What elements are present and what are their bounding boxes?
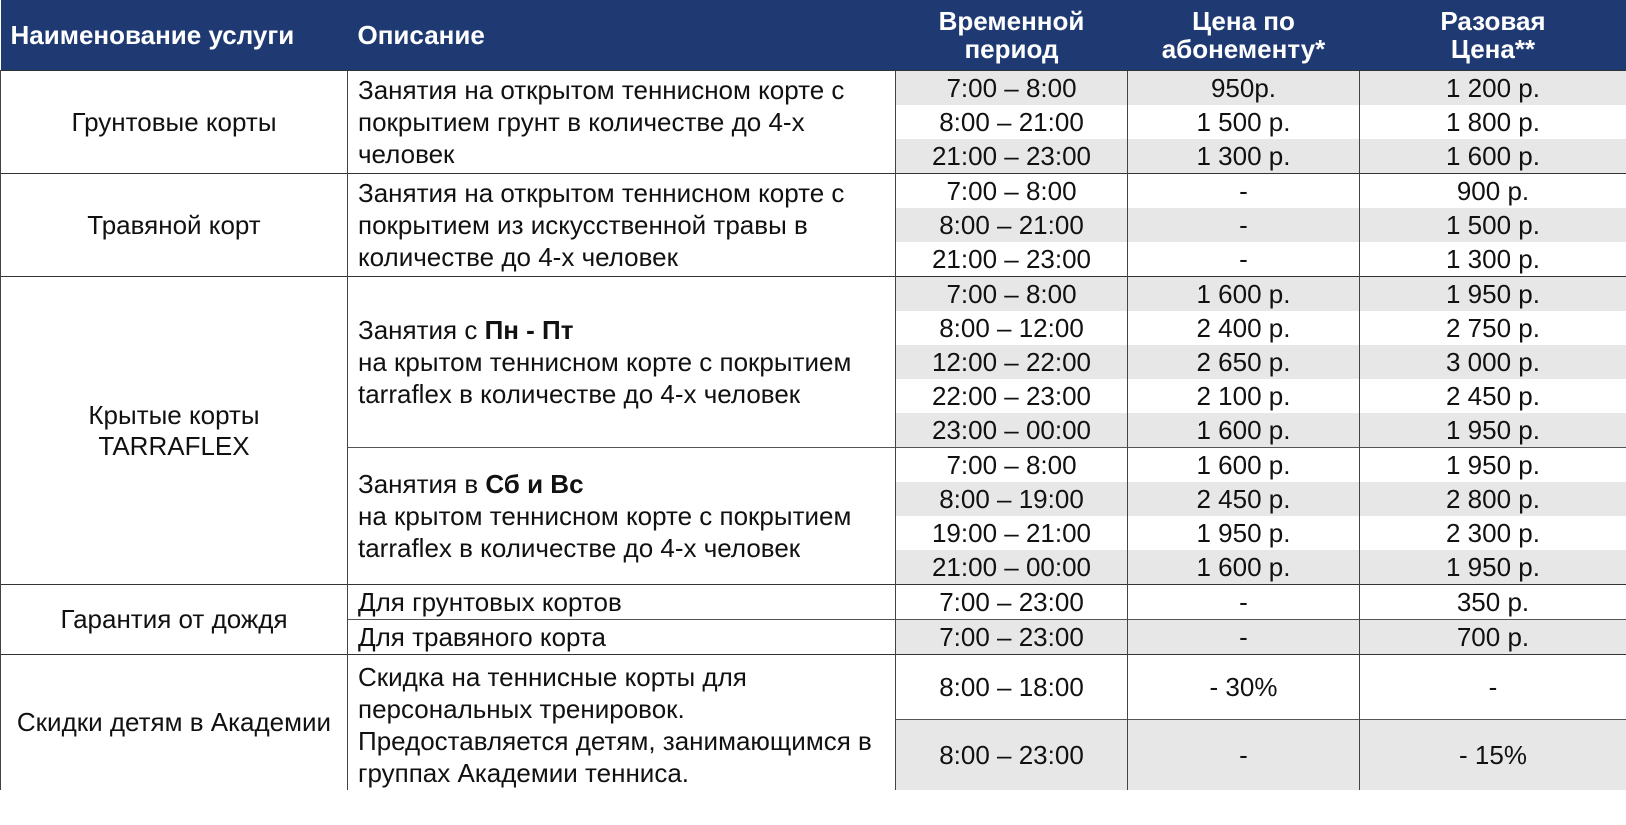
- single-price-cell: 2 750 р.: [1360, 311, 1626, 345]
- single-price-cell: 1 300 р.: [1360, 242, 1626, 277]
- desc-line: Занятия в: [358, 469, 486, 499]
- header-subscription-price: [1128, 0, 1360, 71]
- header-once-line1: Разовая: [1440, 6, 1546, 36]
- subscription-price-cell: 1 600 р.: [1128, 550, 1360, 585]
- header-single-price: [1360, 0, 1626, 71]
- single-price-cell: - 15%: [1360, 720, 1626, 791]
- single-price-cell: 1 950 р.: [1360, 550, 1626, 585]
- desc-line: группах Академии тенниса.: [358, 758, 690, 788]
- service-name-grass: Травяной корт: [1, 174, 348, 277]
- period-cell: 7:00 – 8:00: [896, 174, 1128, 209]
- subscription-price-cell: - 30%: [1128, 655, 1360, 720]
- subscription-price-cell: -: [1128, 585, 1360, 620]
- single-price-cell: 1 600 р.: [1360, 139, 1626, 174]
- header-once-line2: Цена**: [1450, 34, 1536, 64]
- period-cell: 8:00 – 19:00: [896, 482, 1128, 516]
- service-name-clay: Грунтовые корты: [1, 71, 348, 174]
- single-price-cell: 1 200 р.: [1360, 71, 1626, 106]
- service-name-kids: Скидки детям в Академии: [1, 655, 348, 791]
- single-price-cell: 2 450 р.: [1360, 379, 1626, 413]
- period-cell: 22:00 – 23:00: [896, 379, 1128, 413]
- single-price-cell: 1 950 р.: [1360, 413, 1626, 448]
- desc-line: человек: [358, 139, 455, 169]
- header-sub-line1: Цена по: [1192, 6, 1295, 36]
- description-indoor-weekday: [348, 277, 896, 448]
- period-cell: 19:00 – 21:00: [896, 516, 1128, 550]
- header-sub-line2: абонементу*: [1161, 34, 1326, 64]
- description-rain-grass: Для травяного корта: [348, 620, 896, 655]
- desc-line: Скидка на теннисные корты для: [358, 662, 747, 692]
- period-cell: 7:00 – 8:00: [896, 71, 1128, 106]
- single-price-cell: 2 800 р.: [1360, 482, 1626, 516]
- service-name-line: Крытые корты: [88, 399, 260, 430]
- table-row: [1, 174, 1626, 209]
- desc-line: на крытом теннисном корте с покрытием: [358, 347, 852, 377]
- single-price-cell: 350 р.: [1360, 585, 1626, 620]
- subscription-price-cell: 1 600 р.: [1128, 413, 1360, 448]
- desc-line: покрытием грунт в количестве до 4-х: [358, 107, 805, 137]
- single-price-cell: 2 300 р.: [1360, 516, 1626, 550]
- description-clay: [348, 71, 896, 174]
- header-period-line1: Временной: [938, 6, 1085, 36]
- single-price-cell: 1 800 р.: [1360, 105, 1626, 139]
- period-cell: 8:00 – 23:00: [896, 720, 1128, 791]
- period-cell: 8:00 – 12:00: [896, 311, 1128, 345]
- subscription-price-cell: -: [1128, 208, 1360, 242]
- period-cell: 12:00 – 22:00: [896, 345, 1128, 379]
- desc-line: Занятия на открытом теннисном корте с: [358, 75, 845, 105]
- description-grass: [348, 174, 896, 277]
- subscription-price-cell: 1 600 р.: [1128, 448, 1360, 483]
- desc-line: количестве до 4-х человек: [358, 242, 678, 272]
- subscription-price-cell: 2 650 р.: [1128, 345, 1360, 379]
- period-cell: 7:00 – 23:00: [896, 620, 1128, 655]
- single-price-cell: -: [1360, 655, 1626, 720]
- desc-line: персональных тренировок.: [358, 694, 685, 724]
- desc-days: Сб и Вс: [485, 469, 584, 499]
- single-price-cell: 900 р.: [1360, 174, 1626, 209]
- subscription-price-cell: 1 300 р.: [1128, 139, 1360, 174]
- subscription-price-cell: 2 450 р.: [1128, 482, 1360, 516]
- subscription-price-cell: -: [1128, 720, 1360, 791]
- header-description: Описание: [348, 0, 896, 71]
- description-rain-clay: Для грунтовых кортов: [348, 585, 896, 620]
- description-kids: [348, 655, 896, 791]
- period-cell: 7:00 – 8:00: [896, 277, 1128, 312]
- subscription-price-cell: -: [1128, 620, 1360, 655]
- period-cell: 8:00 – 21:00: [896, 105, 1128, 139]
- single-price-cell: 1 950 р.: [1360, 277, 1626, 312]
- desc-line: Занятия с: [358, 315, 485, 345]
- subscription-price-cell: 1 950 р.: [1128, 516, 1360, 550]
- period-cell: 21:00 – 23:00: [896, 242, 1128, 277]
- period-cell: 21:00 – 23:00: [896, 139, 1128, 174]
- table-row: [1, 655, 1626, 720]
- service-name-line: TARRAFLEX: [98, 430, 250, 461]
- header-period-line2: период: [964, 34, 1059, 64]
- desc-line: Предоставляется детям, занимающимся в: [358, 726, 872, 756]
- service-name-rain: Гарантия от дождя: [1, 585, 348, 655]
- header-row: [1, 0, 1626, 71]
- subscription-price-cell: 2 100 р.: [1128, 379, 1360, 413]
- desc-days: Пн - Пт: [484, 315, 574, 345]
- subscription-price-cell: 2 400 р.: [1128, 311, 1360, 345]
- period-cell: 21:00 – 00:00: [896, 550, 1128, 585]
- desc-line: на крытом теннисном корте с покрытием: [358, 501, 852, 531]
- header-service: Наименование услуги: [1, 0, 348, 71]
- subscription-price-cell: 1 600 р.: [1128, 277, 1360, 312]
- single-price-cell: 1 950 р.: [1360, 448, 1626, 483]
- desc-line: tarraflex в количестве до 4-х человек: [358, 379, 801, 409]
- subscription-price-cell: -: [1128, 242, 1360, 277]
- description-indoor-weekend: [348, 448, 896, 585]
- period-cell: 7:00 – 8:00: [896, 448, 1128, 483]
- header-period: [896, 0, 1128, 71]
- single-price-cell: 3 000 р.: [1360, 345, 1626, 379]
- subscription-price-cell: -: [1128, 174, 1360, 209]
- period-cell: 7:00 – 23:00: [896, 585, 1128, 620]
- table-row: [1, 277, 1626, 312]
- service-name-indoor: [1, 277, 348, 585]
- period-cell: 8:00 – 18:00: [896, 655, 1128, 720]
- single-price-cell: 1 500 р.: [1360, 208, 1626, 242]
- table-row: [1, 71, 1626, 106]
- single-price-cell: 700 р.: [1360, 620, 1626, 655]
- table-row: [1, 585, 1626, 620]
- desc-line: покрытием из искусственной травы в: [358, 210, 808, 240]
- desc-line: Занятия на открытом теннисном корте с: [358, 178, 845, 208]
- subscription-price-cell: 1 500 р.: [1128, 105, 1360, 139]
- desc-line: tarraflex в количестве до 4-х человек: [358, 533, 801, 563]
- subscription-price-cell: 950р.: [1128, 71, 1360, 106]
- period-cell: 23:00 – 00:00: [896, 413, 1128, 448]
- period-cell: 8:00 – 21:00: [896, 208, 1128, 242]
